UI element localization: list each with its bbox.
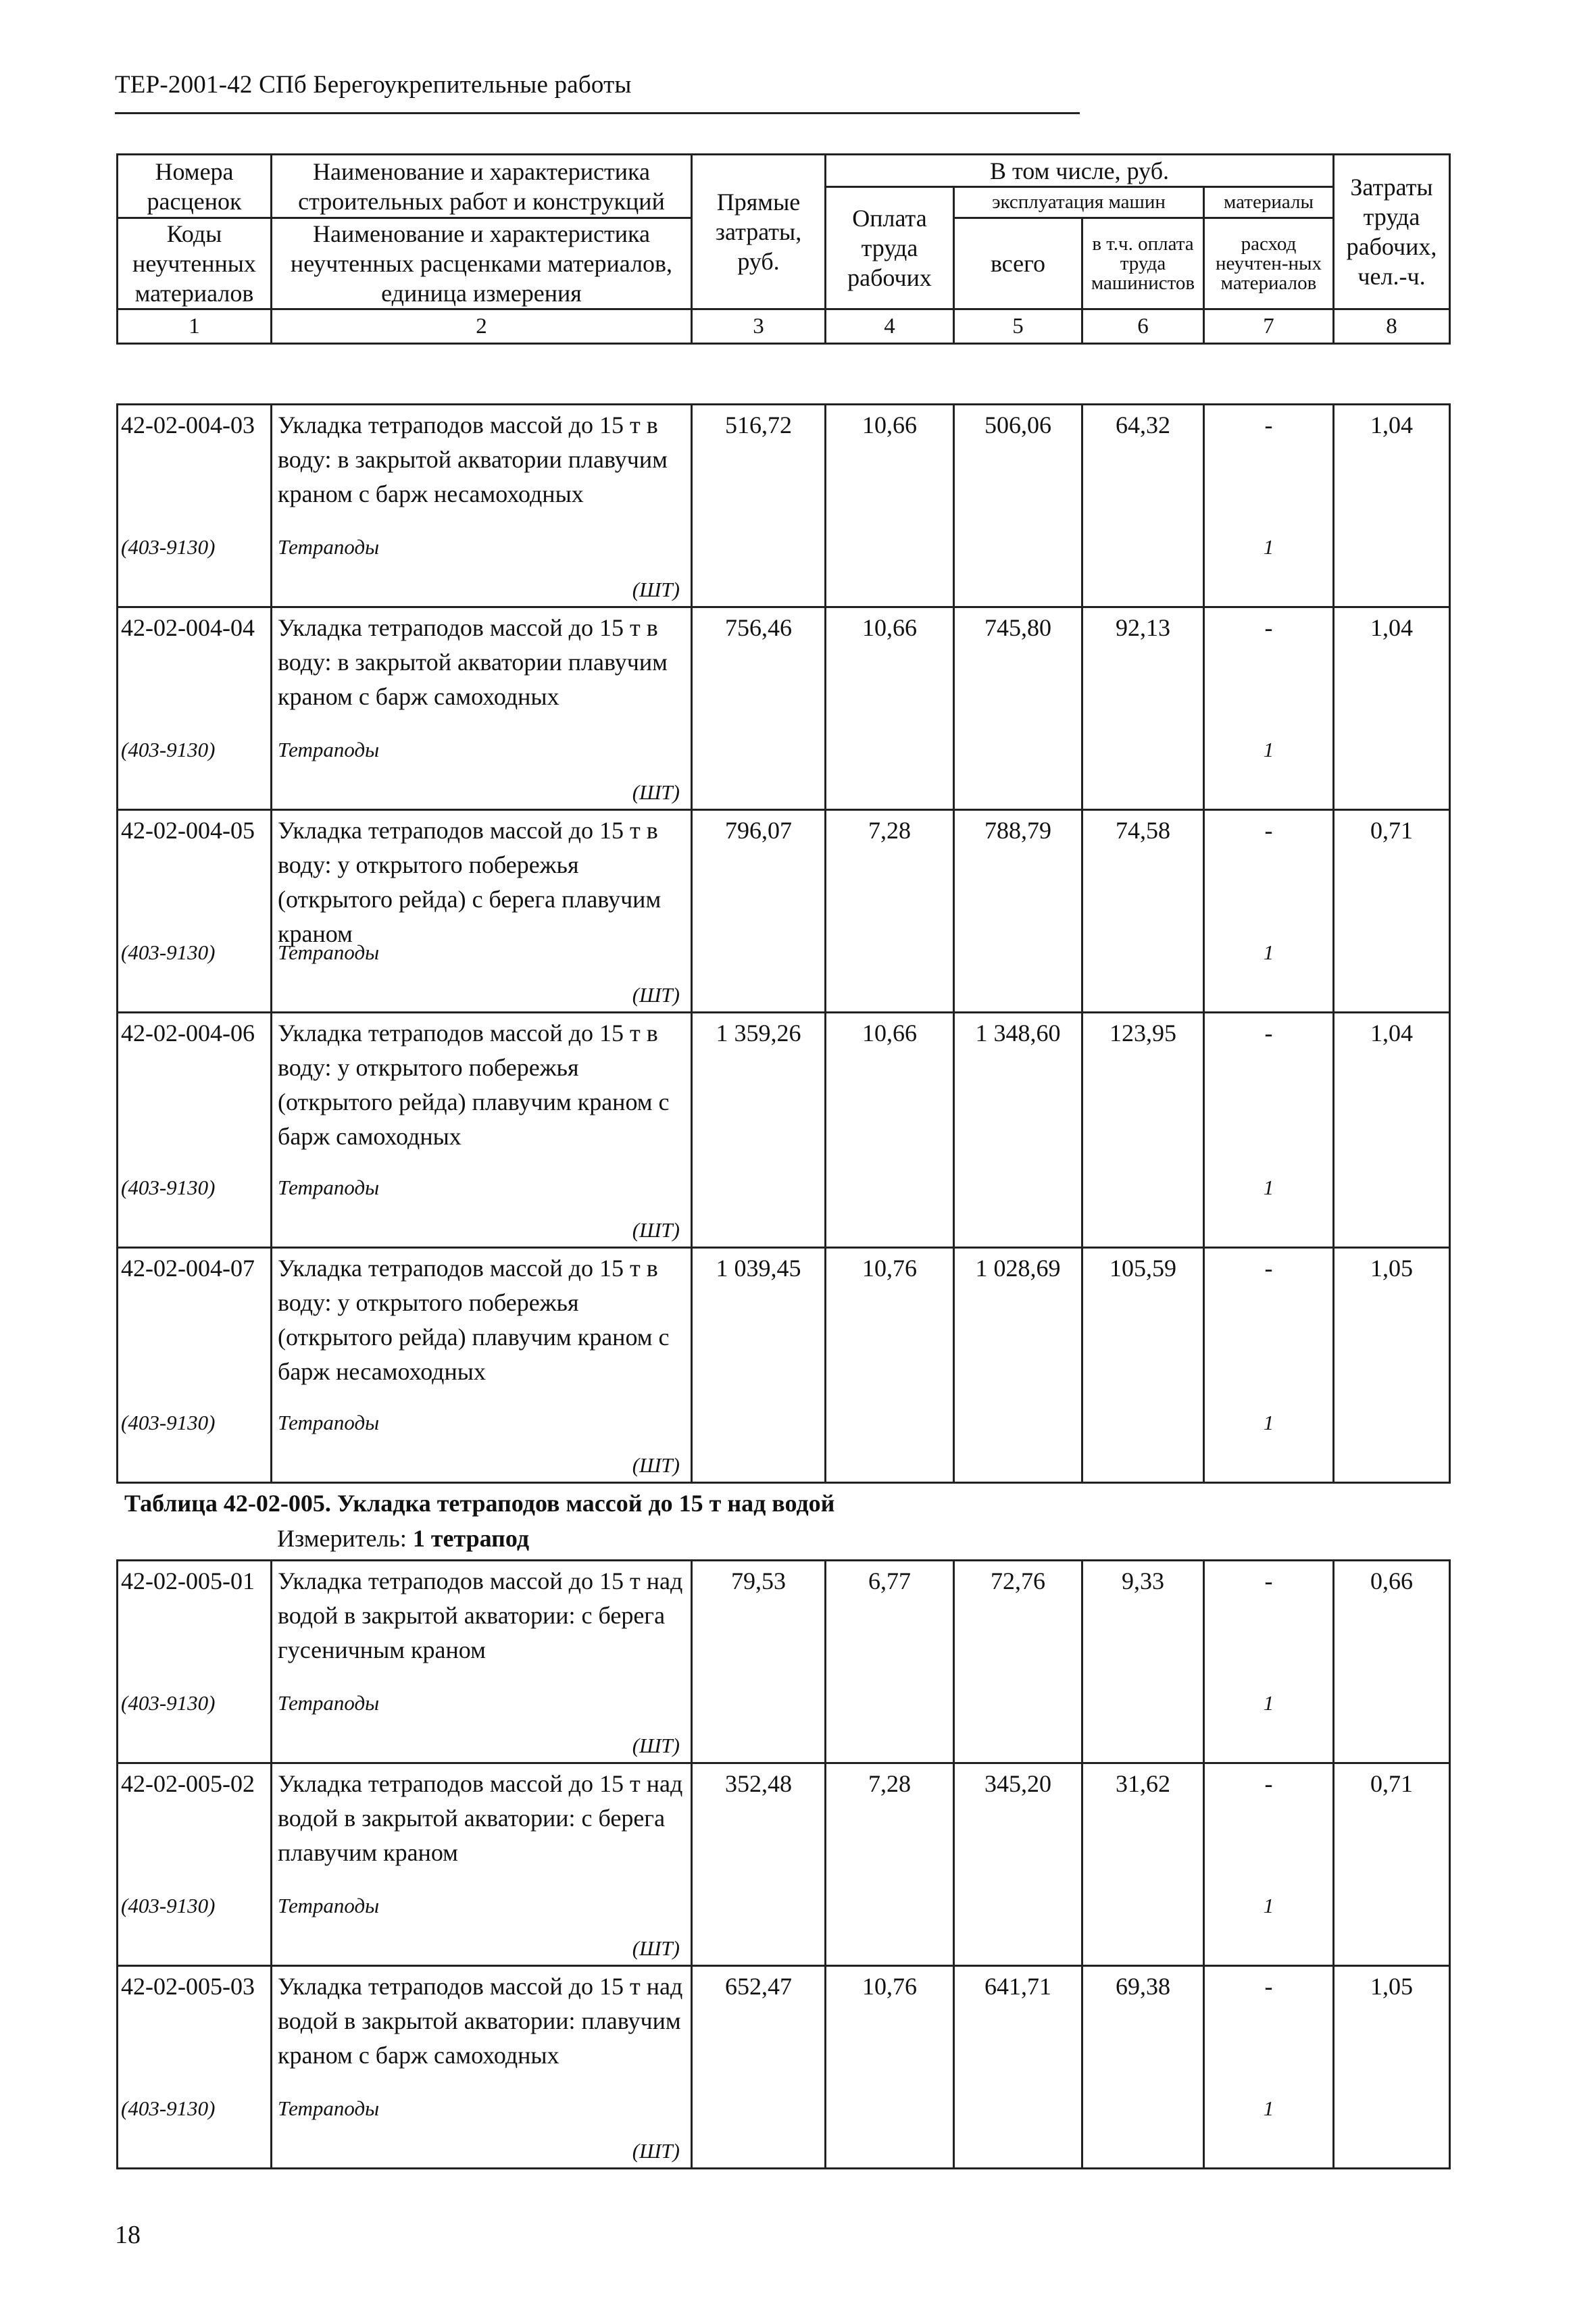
rate-code: 42-02-005-02: [121, 1770, 255, 1797]
labor-hours: 0,66: [1370, 1567, 1413, 1594]
machines-total: 788,79: [984, 817, 1051, 844]
material-code: (403-9130): [121, 1411, 216, 1434]
work-name: Укладка тетраподов массой до 15 т в воду: у открытого побережья (открытого рейда) плавучим краном с барж несамоходных: [278, 1255, 670, 1385]
material-name: Тетраподы: [278, 940, 380, 964]
col-number-2: 2: [272, 309, 692, 344]
worker-pay: 7,28: [868, 817, 911, 844]
machines-total-cell: [954, 1013, 1082, 1248]
direct-costs: 516,72: [725, 411, 792, 438]
rate-code-cell: [118, 1763, 272, 1966]
col-header-materials: материалы: [1204, 187, 1334, 218]
rate-code-cell: [118, 1013, 272, 1248]
machinists-pay: 9,33: [1122, 1567, 1164, 1594]
material-unit: (ШТ): [632, 780, 680, 804]
machinists-pay-cell: [1082, 1013, 1204, 1248]
direct-costs-cell: [692, 1013, 826, 1248]
work-name: Укладка тетраподов массой до 15 т в воду: в закрытой акватории плавучим краном с барж несамоходных: [278, 411, 668, 507]
materials-value: -: [1264, 1255, 1273, 1282]
material-code: (403-9130): [121, 738, 216, 761]
material-name: Тетраподы: [278, 1176, 380, 1199]
machines-total: 641,71: [984, 1973, 1051, 2000]
worker-pay-cell: [826, 1248, 954, 1483]
materials-value: -: [1264, 1973, 1273, 2000]
work-name-cell: [272, 1966, 692, 2169]
material-quantity: 1: [1263, 1411, 1274, 1434]
worker-pay-cell: [826, 1763, 954, 1966]
col-number-6: 6: [1082, 309, 1204, 344]
machinists-pay: 69,38: [1116, 1973, 1170, 2000]
material-code: (403-9130): [121, 1691, 216, 1715]
page-number: 18: [115, 2221, 141, 2249]
machinists-pay: 31,62: [1116, 1770, 1170, 1797]
worker-pay-cell: [826, 1013, 954, 1248]
direct-costs: 652,47: [725, 1973, 792, 2000]
work-name-cell: [272, 405, 692, 607]
worker-pay: 6,77: [868, 1567, 911, 1594]
machines-total-cell: [954, 405, 1082, 607]
direct-costs-cell: [692, 405, 826, 607]
rates-table-section-2: [116, 1559, 1451, 2169]
rate-code-cell: [118, 1966, 272, 2169]
direct-costs: 796,07: [725, 817, 792, 844]
materials-cell: [1204, 1013, 1334, 1248]
col-number-8: 8: [1334, 309, 1450, 344]
material-name: Тетраподы: [278, 738, 380, 761]
materials-cell: [1204, 405, 1334, 607]
material-quantity: 1: [1263, 1894, 1274, 1917]
machinists-pay-cell: [1082, 1966, 1204, 2169]
direct-costs: 1 359,26: [716, 1020, 801, 1047]
measure-value: 1 тетрапод: [412, 1525, 530, 1552]
labor-hours: 0,71: [1370, 1770, 1413, 1797]
col-header-machines-total: всего: [954, 218, 1082, 309]
col-header-machinists-pay: в т.ч. оплата труда машинистов: [1082, 218, 1204, 309]
machinists-pay-cell: [1082, 405, 1204, 607]
work-name-cell: [272, 1561, 692, 1763]
col-header-direct-costs: Прямые затраты, руб.: [692, 155, 826, 309]
rate-code: 42-02-005-03: [121, 1973, 255, 2000]
materials-cell: [1204, 1561, 1334, 1763]
rate-code: 42-02-004-07: [121, 1255, 255, 1282]
labor-hours: 1,05: [1370, 1255, 1413, 1282]
direct-costs: 79,53: [731, 1567, 786, 1594]
table-row: [118, 1013, 1450, 1248]
material-quantity: 1: [1263, 1176, 1274, 1199]
material-unit: (ШТ): [632, 1734, 680, 1757]
materials-cell: [1204, 810, 1334, 1013]
labor-hours-cell: [1334, 810, 1450, 1013]
table-row: [118, 1966, 1450, 2169]
machines-total-cell: [954, 810, 1082, 1013]
rate-code: 42-02-004-06: [121, 1020, 255, 1047]
material-name: Тетраподы: [278, 1411, 380, 1434]
rate-code-cell: [118, 1248, 272, 1483]
materials-cell: [1204, 1763, 1334, 1966]
machines-total-cell: [954, 1561, 1082, 1763]
material-unit: (ШТ): [632, 2139, 680, 2163]
materials-cell: [1204, 607, 1334, 810]
materials-cell: [1204, 1966, 1334, 2169]
worker-pay: 7,28: [868, 1770, 911, 1797]
machines-total-cell: [954, 1966, 1082, 2169]
labor-hours-cell: [1334, 1013, 1450, 1248]
labor-hours-cell: [1334, 1561, 1450, 1763]
machinists-pay: 74,58: [1116, 817, 1170, 844]
material-name: Тетраподы: [278, 535, 380, 559]
material-code: (403-9130): [121, 2096, 216, 2120]
material-name: Тетраподы: [278, 2096, 380, 2120]
machinists-pay: 92,13: [1116, 614, 1170, 641]
col-header-machines: эксплуатация машин: [954, 187, 1204, 218]
direct-costs-cell: [692, 1248, 826, 1483]
col-header-group-including: В том числе, руб.: [826, 155, 1334, 187]
worker-pay-cell: [826, 1561, 954, 1763]
machines-total: 506,06: [984, 411, 1051, 438]
table-row: [118, 810, 1450, 1013]
col-number-5: 5: [954, 309, 1082, 344]
rate-code-cell: [118, 405, 272, 607]
rate-code-cell: [118, 607, 272, 810]
table-row: [118, 1248, 1450, 1483]
page-header: ТЕР-2001-42 СПб Берегоукрепительные работы: [115, 71, 632, 99]
material-quantity: 1: [1263, 940, 1274, 964]
worker-pay: 10,76: [862, 1973, 917, 2000]
material-code: (403-9130): [121, 940, 216, 964]
material-unit: (ШТ): [632, 983, 680, 1007]
materials-value: -: [1264, 1020, 1273, 1047]
work-name: Укладка тетраподов массой до 15 т над водой в закрытой акватории: с берега плавучим краном: [278, 1770, 683, 1866]
material-quantity: 1: [1263, 535, 1274, 559]
table-row: [118, 405, 1450, 607]
work-name: Укладка тетраподов массой до 15 т в воду: в закрытой акватории плавучим краном с барж самоходных: [278, 614, 668, 710]
col-header-material-usage: расход неучтен-ных материалов: [1204, 218, 1334, 309]
col-header-worker-pay: Оплата труда рабочих: [826, 187, 954, 309]
rate-code: 42-02-005-01: [121, 1567, 255, 1594]
rate-code-cell: [118, 1561, 272, 1763]
material-quantity: 1: [1263, 2096, 1274, 2120]
labor-hours: 1,04: [1370, 411, 1413, 438]
direct-costs: 352,48: [725, 1770, 792, 1797]
machines-total: 345,20: [984, 1770, 1051, 1797]
worker-pay: 10,76: [862, 1255, 917, 1282]
header-rule: [115, 112, 1080, 114]
col-header-work-name: Наименование и характеристика строительных работ и конструкций: [272, 155, 692, 218]
work-name-cell: [272, 810, 692, 1013]
rate-code: 42-02-004-05: [121, 817, 255, 844]
work-name: Укладка тетраподов массой до 15 т над водой в закрытой акватории: плавучим краном с барж самоходных: [278, 1973, 683, 2069]
col-number-3: 3: [692, 309, 826, 344]
machinists-pay-cell: [1082, 607, 1204, 810]
direct-costs-cell: [692, 1966, 826, 2169]
table-title: Таблица 42-02-005. Укладка тетраподов массой до 15 т над водой: [124, 1490, 835, 1517]
labor-hours: 1,05: [1370, 1973, 1413, 2000]
work-name-cell: [272, 1013, 692, 1248]
worker-pay: 10,66: [862, 411, 917, 438]
labor-hours-cell: [1334, 607, 1450, 810]
work-name-cell: [272, 1248, 692, 1483]
labor-hours: 1,04: [1370, 614, 1413, 641]
machinists-pay-cell: [1082, 1763, 1204, 1966]
work-name-cell: [272, 607, 692, 810]
direct-costs: 756,46: [725, 614, 792, 641]
rates-table-section-1: [116, 403, 1451, 1484]
machinists-pay: 123,95: [1109, 1020, 1176, 1047]
measure-label: Измеритель:: [277, 1525, 407, 1552]
table-row: [118, 607, 1450, 810]
rate-code: 42-02-004-03: [121, 411, 255, 438]
table-row: [118, 1561, 1450, 1763]
worker-pay-cell: [826, 810, 954, 1013]
material-code: (403-9130): [121, 1176, 216, 1199]
labor-hours-cell: [1334, 1248, 1450, 1483]
worker-pay-cell: [826, 607, 954, 810]
col-header-material-codes: Коды неучтенных материалов: [118, 218, 272, 309]
material-unit: (ШТ): [632, 1936, 680, 1960]
material-unit: (ШТ): [632, 578, 680, 601]
materials-cell: [1204, 1248, 1334, 1483]
direct-costs: 1 039,45: [716, 1255, 801, 1282]
materials-value: -: [1264, 411, 1273, 438]
machines-total-cell: [954, 1248, 1082, 1483]
labor-hours: 0,71: [1370, 817, 1413, 844]
material-unit: (ШТ): [632, 1453, 680, 1477]
materials-value: -: [1264, 614, 1273, 641]
machinists-pay: 105,59: [1109, 1255, 1176, 1282]
rate-code: 42-02-004-04: [121, 614, 255, 641]
machines-total: 745,80: [984, 614, 1051, 641]
machinists-pay-cell: [1082, 810, 1204, 1013]
col-number-7: 7: [1204, 309, 1334, 344]
worker-pay-cell: [826, 405, 954, 607]
col-header-material-names: Наименование и характеристика неучтенных расценками материалов, единица измерения: [272, 218, 692, 309]
machinists-pay-cell: [1082, 1248, 1204, 1483]
work-name-cell: [272, 1763, 692, 1966]
labor-hours: 1,04: [1370, 1020, 1413, 1047]
work-name: Укладка тетраподов массой до 15 т в воду: у открытого побережья (открытого рейда) с берега плавучим краном: [278, 817, 662, 947]
material-code: (403-9130): [121, 1894, 216, 1917]
worker-pay: 10,66: [862, 1020, 917, 1047]
direct-costs-cell: [692, 1763, 826, 1966]
material-quantity: 1: [1263, 1691, 1274, 1715]
col-number-4: 4: [826, 309, 954, 344]
direct-costs-cell: [692, 810, 826, 1013]
materials-value: -: [1264, 1567, 1273, 1594]
material-name: Тетраподы: [278, 1691, 380, 1715]
labor-hours-cell: [1334, 1966, 1450, 2169]
worker-pay-cell: [826, 1966, 954, 2169]
machines-total-cell: [954, 1763, 1082, 1966]
machines-total: 1 028,69: [975, 1255, 1061, 1282]
direct-costs-cell: [692, 1561, 826, 1763]
machinists-pay-cell: [1082, 1561, 1204, 1763]
table-header: [116, 153, 1451, 345]
materials-value: -: [1264, 817, 1273, 844]
table-row: [118, 1763, 1450, 1966]
material-unit: (ШТ): [632, 1218, 680, 1242]
machines-total-cell: [954, 607, 1082, 810]
material-name: Тетраподы: [278, 1894, 380, 1917]
col-number-1: 1: [118, 309, 272, 344]
machines-total: 1 348,60: [975, 1020, 1061, 1047]
labor-hours-cell: [1334, 1763, 1450, 1966]
direct-costs-cell: [692, 607, 826, 810]
material-quantity: 1: [1263, 738, 1274, 761]
col-header-labor-hours: Затраты труда рабочих, чел.-ч.: [1334, 155, 1450, 309]
machines-total: 72,76: [991, 1567, 1045, 1594]
rate-code-cell: [118, 810, 272, 1013]
material-code: (403-9130): [121, 535, 216, 559]
work-name: Укладка тетраподов массой до 15 т над водой в закрытой акватории: с берега гусеничным краном: [278, 1567, 683, 1663]
machinists-pay: 64,32: [1116, 411, 1170, 438]
materials-value: -: [1264, 1770, 1273, 1797]
measure-unit: [277, 1524, 529, 1553]
work-name: Укладка тетраподов массой до 15 т в воду: у открытого побережья (открытого рейда) плавучим краном с барж самоходных: [278, 1020, 670, 1150]
labor-hours-cell: [1334, 405, 1450, 607]
worker-pay: 10,66: [862, 614, 917, 641]
col-header-rate-numbers: Номера расценок: [118, 155, 272, 218]
